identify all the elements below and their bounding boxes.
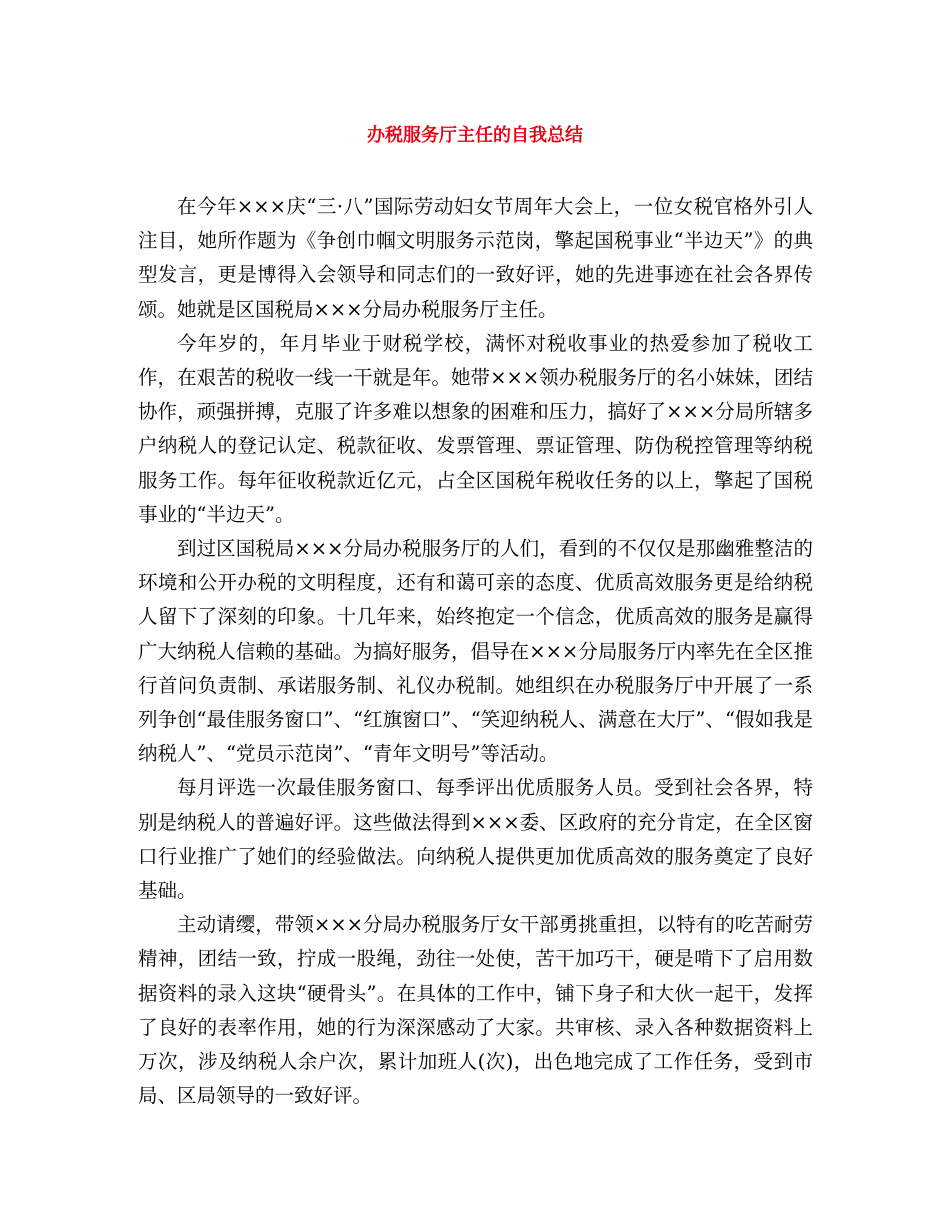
paragraph-4: 每月评选一次最佳服务窗口、每季评出优质服务人员。受到社会各界，特别是纳税人的普遍好评。这些做法得到×××委、区政府的充分肯定，在全区窗口行业推广了她们的经验做法。向纳税人提供更加优质高效的服务奠定了良好基础。 [138, 776, 813, 903]
document-body [138, 190, 813, 1113]
paragraph-1: 在今年×××庆“三·八”国际劳动妇女节周年大会上，一位女税官格外引人注目，她所作题为《争创巾帼文明服务示范岗，擎起国税事业“半边天”》的典型发言，更是博得入会领导和同志们的一致好评，她的先进事迹在社会各界传颂。她就是区国税局×××分局办税服务厅主任。 [138, 195, 813, 321]
paragraph-3: 到过区国税局×××分局办税服务厅的人们，看到的不仅仅是那幽雅整洁的环境和公开办税的文明程度，还有和蔼可亲的态度、优质高效服务更是给纳税人留下了深刻的印象。十几年来，始终抱定一个信念，优质高效的服务是赢得广大纳税人信赖的基础。为搞好服务，倡导在×××分局服务厅内率先在全区推行首问负责制、承诺服务制、礼仪办税制。她组织在办税服务厅中开展了一系列争创“最佳服务窗口”、“红旗窗口”、“笑迎纳税人、满意在大厅”、“假如我是纳税人”、“党员示范岗”、“青年文明号”等活动。 [138, 537, 813, 766]
document-title: 办税服务厅主任的自我总结 [367, 125, 583, 146]
paragraph-2: 今年岁的，年月毕业于财税学校，满怀对税收事业的热爱参加了税收工作，在艰苦的税收一线一干就是年。她带×××领办税服务厅的名小妹妹，团结协作，顽强拼搏，克服了许多难以想象的困难和压力，搞好了×××分局所辖多户纳税人的登记认定、税款征收、发票管理、票证管理、防伪税控管理等纳税服务工作。每年征收税款近亿元，占全区国税年税收任务的以上，擎起了国税事业的“半边天”。 [138, 331, 813, 526]
paragraph-5: 主动请缨，带领×××分局办税服务厅女干部勇挑重担，以特有的吃苦耐劳精神，团结一致，拧成一股绳，劲往一处使，苦干加巧干，硬是啃下了启用数据资料的录入这块“硬骨头”。在具体的工作中，铺下身子和大伙一起干，发挥了良好的表率作用，她的行为深深感动了大家。共审核、录入各种数据资料上万次，涉及纳税人余户次，累计加班人(次)，出色地完成了工作任务，受到市局、区局领导的一致好评。 [138, 913, 813, 1108]
